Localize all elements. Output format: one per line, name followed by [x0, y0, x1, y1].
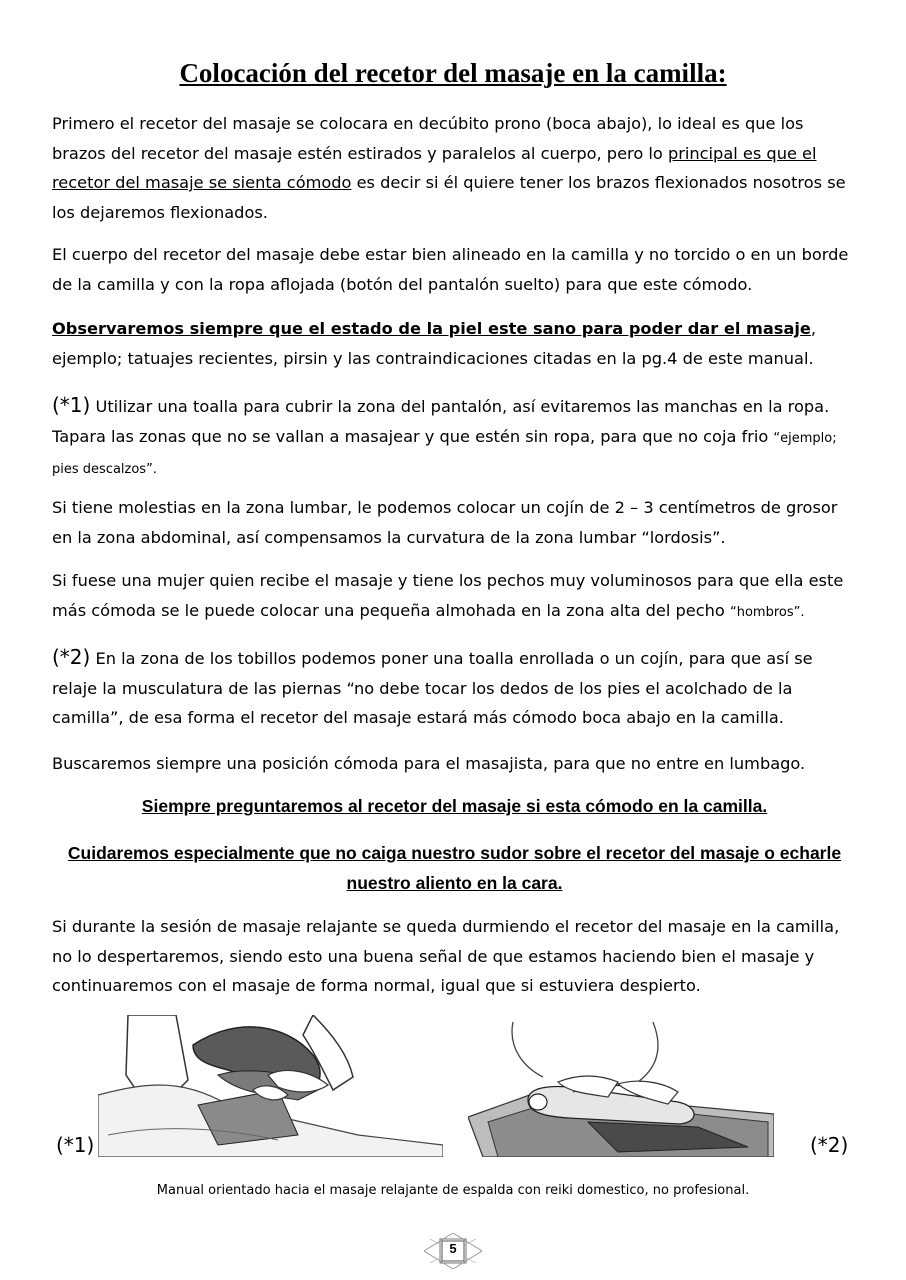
note-marker: (*1) — [52, 393, 91, 417]
paragraph-skin-check — [52, 314, 857, 373]
bold-underlined-text: Observaremos siempre que el estado de la piel este sano para poder dar el masaje — [52, 319, 811, 338]
paragraph-towel — [52, 391, 857, 485]
note-marker: (*2) — [52, 645, 91, 669]
paragraph-chest-pillow — [52, 566, 857, 627]
small-text: “hombros”. — [729, 604, 805, 620]
paragraph-text: Si fuese una mujer quien recibe el masaje y tiene los pechos muy voluminosos para que ella este más cómoda se le puede colocar una pequeña almohada en la zona alta del pecho — [52, 571, 844, 620]
emphasis-comfort: Siempre preguntaremos al recetor del masaje si esta cómodo en la camilla. — [141, 796, 768, 816]
figure-label-1: (*1) — [56, 1133, 95, 1157]
paragraph-text: es decir si él quiere tener los brazos flexionados nosotros se los dejaremos flexionados. — [52, 173, 846, 222]
paragraph-lumbar: Si tiene molestias en la zona lumbar, le podemos colocar un cojín de 2 – 3 centímetros de grosor en la zona abdominal, así compensamos la curvatura de la zona lumbar “lordosis”. — [52, 498, 838, 547]
paragraph-arms-position — [52, 109, 857, 227]
paragraph-text: Primero el recetor del masaje se colocara en decúbito prono (boca abajo), lo ideal es que los brazos del recetor del masaje estén estirados y paralelos al cuerpo, pero lo — [52, 114, 804, 163]
paragraph-ankles — [52, 643, 857, 733]
paragraph-sleeping: Si durante la sesión de masaje relajante se queda durmiendo el recetor del masaje en la camilla, no lo despertaremos, siendo esto una buena señal de que estamos haciendo bien el masaje y continuaremos con el masaje de forma normal, igual que si estuviera despierto. — [52, 917, 840, 995]
page-number: 5 — [449, 1241, 457, 1256]
small-text: “ejemplo; pies descalzos”. — [52, 430, 837, 477]
ankle-towel-illustration — [468, 1022, 774, 1157]
paragraph-alignment: El cuerpo del recetor del masaje debe estar bien alineado en la camilla y no torcido o en un borde de la camilla y con la ropa aflojada (botón del pantalón suelto) para que este cómodo. — [52, 245, 849, 294]
figure-label-2: (*2) — [810, 1133, 849, 1157]
underlined-text: principal es que el recetor del masaje se sienta cómodo — [52, 143, 817, 192]
paragraph-text: , ejemplo; tatuajes recientes, pirsin y las contraindicaciones citadas en la pg.4 de este manual. — [52, 319, 817, 368]
page-title: Colocación del recetor del masaje en la camilla: — [179, 58, 727, 88]
paragraph-text: En la zona de los tobillos podemos poner una toalla enrollada o un cojín, para que así se relaje la musculatura de las piernas “no debe tocar los dedos de los pies el acolchado de la camilla”, de esa forma el recetor del masaje estará más cómodo boca abajo en la camilla. — [52, 649, 813, 727]
paragraph-masseur-posture: Buscaremos siempre una posición cómoda para el masajista, para que no entre en lumbago. — [52, 754, 806, 773]
towel-illustration — [98, 1015, 443, 1157]
paragraph-text: Utilizar una toalla para cubrir la zona del pantalón, así evitaremos las manchas en la ropa. Tapara las zonas que no se vallan a masajear y que estén sin ropa, para que no coja frio — [52, 397, 830, 446]
emphasis-sweat: Cuidaremos especialmente que no caiga nuestro sudor sobre el recetor del masaje o echarle nuestro aliento en la cara. — [67, 843, 842, 893]
footer-note: Manual orientado hacia el masaje relajante de espalda con reiki domestico, no profesional. — [156, 1183, 750, 1198]
